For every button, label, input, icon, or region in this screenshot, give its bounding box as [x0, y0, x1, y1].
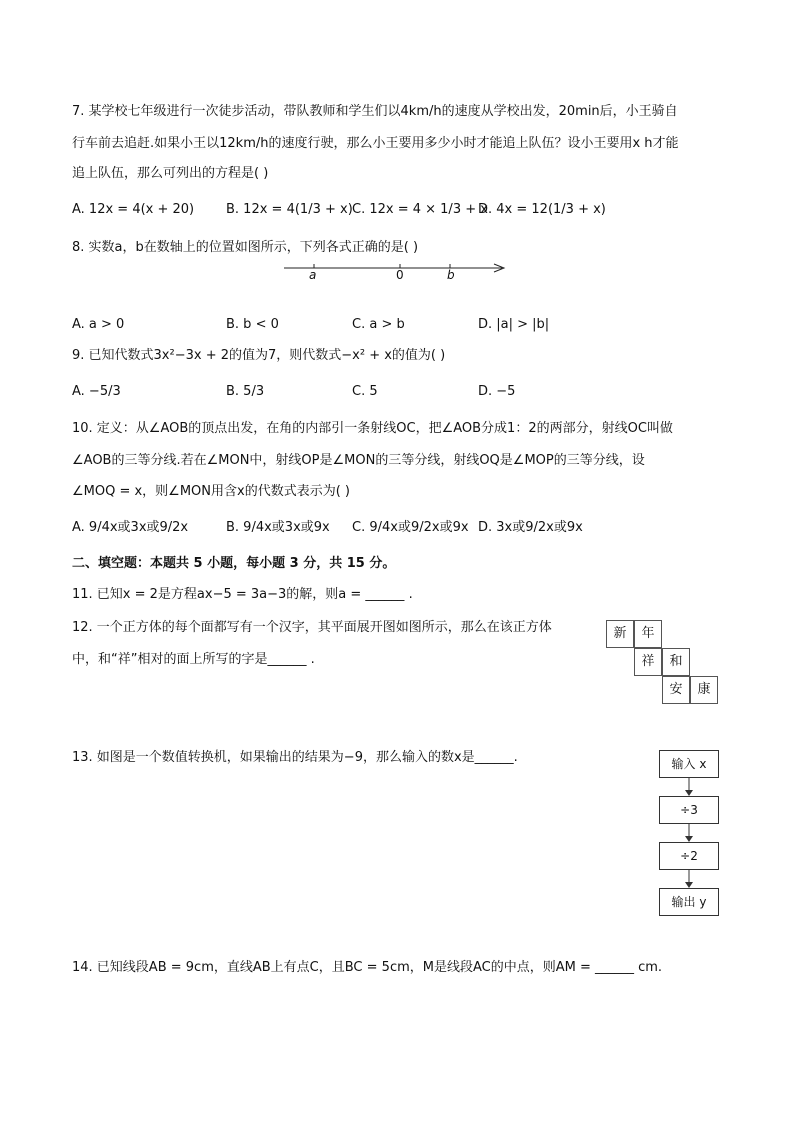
q7-line3: 追上队伍，那么可列出的方程是( ): [72, 166, 269, 181]
flow-input-box: 输入 x: [659, 750, 719, 778]
flow-output-box: 输出 y: [659, 888, 719, 916]
label-b: b: [447, 268, 455, 282]
flow-divide3-box: ÷3: [659, 796, 719, 824]
q7-option-d: D. 4x = 12(1/3 + x): [478, 202, 606, 217]
label-zero: 0: [396, 268, 404, 282]
q9-option-d: D. −5: [478, 384, 516, 399]
cube-face-kang: 康: [690, 676, 718, 704]
cube-face-xin: 新: [606, 620, 634, 648]
q8-option-a: A. a > 0: [72, 317, 125, 332]
q14-line1: 14. 已知线段AB = 9cm，直线AB上有点C，且BC = 5cm，M是线段AC的中点，则AM = ______ cm.: [72, 960, 663, 975]
q7-option-c: C. 12x = 4 × 1/3 + x: [352, 202, 488, 217]
q8-option-b: B. b < 0: [226, 317, 279, 332]
label-a: a: [309, 268, 317, 282]
q9-option-b: B. 5/3: [226, 384, 265, 399]
q7-option-a: A. 12x = 4(x + 20): [72, 202, 195, 217]
cube-face-an: 安: [662, 676, 690, 704]
q10-line2: ∠AOB的三等分线.若在∠MON中，射线OP是∠MON的三等分线，射线OQ是∠MOP的三等分线，设: [72, 453, 645, 468]
q13-line1: 13. 如图是一个数值转换机，如果输出的结果为−9，那么输入的数x是______.: [72, 750, 518, 765]
q10-line1: 10. 定义：从∠AOB的顶点出发，在角的内部引一条射线OC，把∠AOB分成1：2的两部分，射线OC叫做: [72, 421, 673, 436]
q12-line1: 12. 一个正方体的每个面都写有一个汉字，其平面展开图如图所示，那么在该正方体: [72, 620, 552, 635]
q10-option-a: A. 9/4x或3x或9/2x: [72, 520, 189, 535]
q11-line1: 11. 已知x = 2是方程ax−5 = 3a−3的解，则a = ______ .: [72, 587, 413, 602]
q10-option-d: D. 3x或9/2x或9x: [478, 520, 583, 535]
q9-option-c: C. 5: [352, 384, 378, 399]
q10-option-c: C. 9/4x或9/2x或9x: [352, 520, 469, 535]
q12-line2: 中，和“祥”相对的面上所写的字是______ .: [72, 652, 315, 667]
q7-option-b: B. 12x = 4(1/3 + x): [226, 202, 353, 217]
q9-line1: 9. 已知代数式3x²−3x + 2的值为7，则代数式−x² + x的值为( ): [72, 348, 446, 363]
q8-option-d: D. |a| > |b|: [478, 317, 550, 332]
section-title: 二、填空题：本题共 5 小题，每小题 3 分，共 15 分。: [72, 556, 396, 571]
q7-line1: 7. 某学校七年级进行一次徒步活动，带队教师和学生们以4km/h的速度从学校出发，20min后，小王骑自: [72, 104, 678, 119]
cube-face-he: 和: [662, 648, 690, 676]
flow-divide2-box: ÷2: [659, 842, 719, 870]
q9-option-a: A. −5/3: [72, 384, 121, 399]
cube-face-nian: 年: [634, 620, 662, 648]
q7-line2: 行车前去追赶.如果小王以12km/h的速度行驶，那么小王要用多少小时才能追上队伍？设小王要用x h才能: [72, 136, 679, 151]
q10-line3: ∠MOQ = x，则∠MON用含x的代数式表示为( ): [72, 484, 350, 499]
cube-face-xiang: 祥: [634, 648, 662, 676]
q8-line1: 8. 实数a，b在数轴上的位置如图所示，下列各式正确的是( ): [72, 240, 419, 255]
q8-option-c: C. a > b: [352, 317, 405, 332]
q10-option-b: B. 9/4x或3x或9x: [226, 520, 330, 535]
